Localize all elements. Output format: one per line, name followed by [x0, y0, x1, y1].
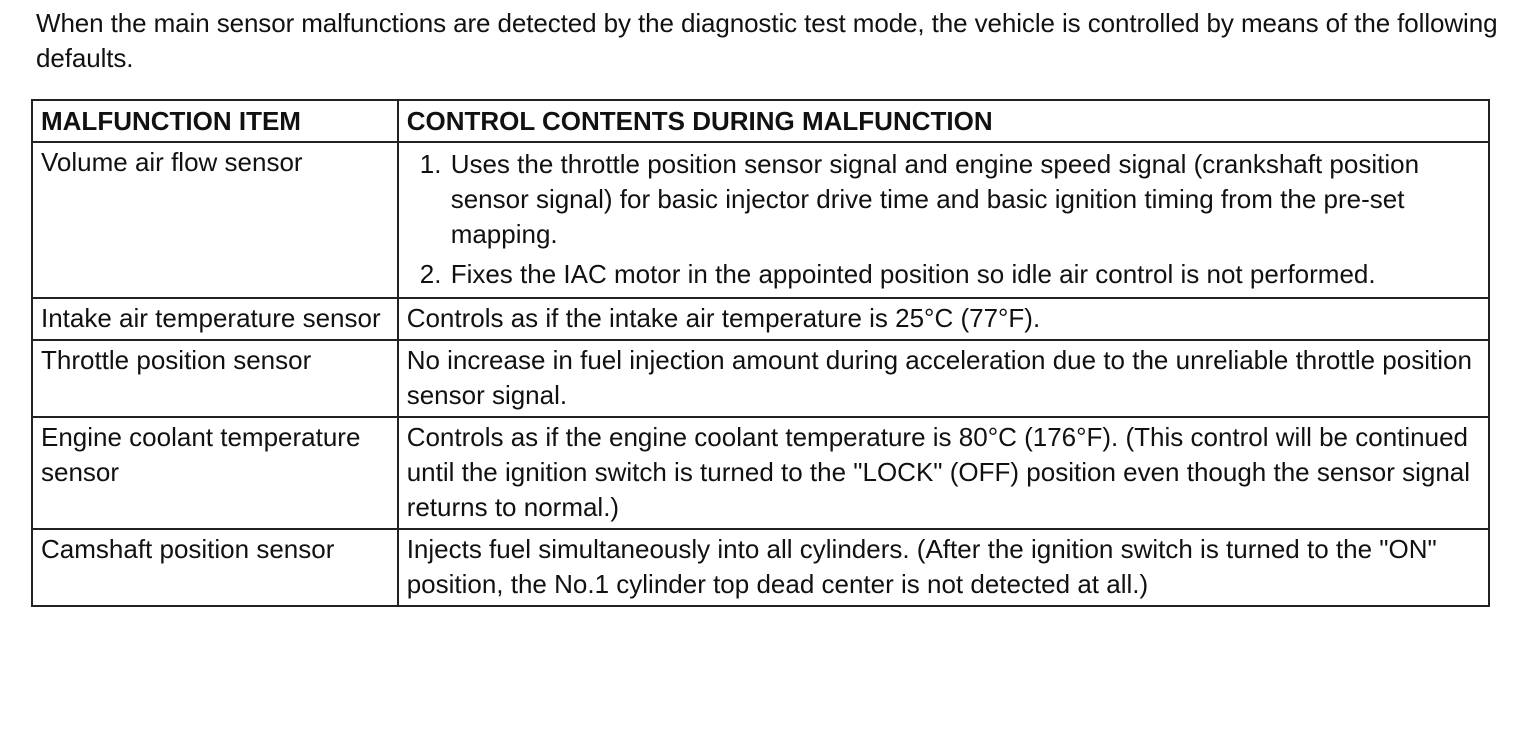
control-steps-list: [407, 147, 1482, 292]
table-row: [32, 529, 1489, 606]
table-row: [32, 298, 1489, 340]
table-row: [32, 142, 1489, 298]
list-item: 2. Fixes the IAC motor in the appointed position so idle air control is not performed.: [449, 257, 1482, 292]
malfunction-item-cell: Intake air temperature sensor: [32, 298, 398, 340]
table-row: [32, 417, 1489, 529]
control-contents-cell: Injects fuel simultaneously into all cylinders. (After the ignition switch is turned to the "ON" position, the No.1 cylinder top dead center is not detected at all.): [398, 529, 1489, 606]
malfunction-item-cell: Camshaft position sensor: [32, 529, 398, 606]
control-contents-cell: [398, 142, 1489, 298]
malfunction-item-cell: Engine coolant temperature sensor: [32, 417, 398, 529]
malfunction-item-cell: Throttle position sensor: [32, 340, 398, 417]
header-malfunction-item: MALFUNCTION ITEM: [32, 100, 398, 142]
intro-paragraph: When the main sensor malfunctions are detected by the diagnostic test mode, the vehicle is controlled by means of the following defaults.: [36, 8, 1498, 73]
control-contents-cell: Controls as if the intake air temperature is 25°C (77°F).: [398, 298, 1489, 340]
malfunction-table: [31, 99, 1490, 607]
table-header-row: [32, 100, 1489, 142]
table-row: [32, 340, 1489, 417]
malfunction-item-cell: Volume air flow sensor: [32, 142, 398, 298]
list-item: 1. Uses the throttle position sensor signal and engine speed signal (crankshaft position sensor signal) for basic injector drive time and basic ignition timing from the pre-set mapping.: [449, 147, 1482, 252]
control-contents-cell: No increase in fuel injection amount during acceleration due to the unreliable throttle position sensor signal.: [398, 340, 1489, 417]
control-contents-cell: Controls as if the engine coolant temperature is 80°C (176°F). (This control will be continued until the ignition switch is turned to the "LOCK" (OFF) position even though the sensor signal returns to normal.): [398, 417, 1489, 529]
header-control-contents: CONTROL CONTENTS DURING MALFUNCTION: [398, 100, 1489, 142]
